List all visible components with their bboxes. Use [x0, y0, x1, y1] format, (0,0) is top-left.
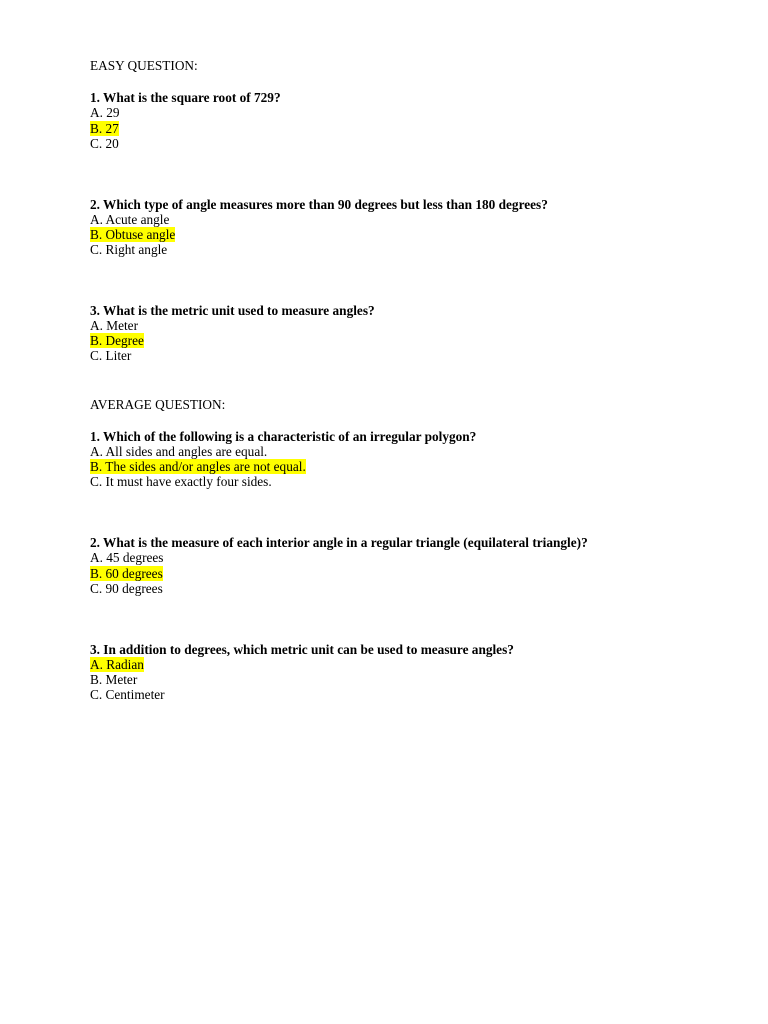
option-a-correct: A. Radian [90, 656, 144, 672]
question-block [90, 303, 730, 364]
option-b-correct: B. 27 [90, 120, 119, 136]
question-text: 2. Which type of angle measures more than 90 degrees but less than 180 degrees? [90, 196, 548, 212]
question-text: 1. What is the square root of 729? [90, 90, 281, 106]
question-text: 2. What is the measure of each interior angle in a regular triangle (equilateral triangle)? [90, 535, 588, 551]
question-block [90, 197, 730, 258]
option-c: C. Liter [90, 348, 132, 364]
option-a: A. 29 [90, 105, 120, 121]
section-title-easy: EASY QUESTION: [90, 58, 198, 73]
question-block [90, 429, 730, 490]
question-block [90, 535, 730, 596]
option-b-correct: B. Obtuse angle [90, 226, 176, 242]
option-a: A. All sides and angles are equal. [90, 444, 268, 459]
option-b-correct: B. The sides and/or angles are not equal. [90, 459, 306, 475]
option-c: C. Right angle [90, 242, 168, 258]
question-block [90, 90, 730, 151]
option-c: C. 20 [90, 135, 119, 151]
option-b: B. Meter [90, 671, 138, 687]
option-c: C. Centimeter [90, 687, 165, 703]
option-b-correct: B. Degree [90, 333, 144, 349]
question-block [90, 642, 730, 703]
option-c: C. 90 degrees [90, 580, 163, 596]
average-section [90, 397, 730, 703]
option-a: A. 45 degrees [90, 550, 164, 566]
question-text: 1. Which of the following is a characteristic of an irregular polygon? [90, 428, 477, 444]
section-title-average: AVERAGE QUESTION: [90, 396, 226, 412]
option-a: A. Acute angle [90, 211, 170, 227]
option-c: C. It must have exactly four sides. [90, 474, 272, 490]
option-a: A. Meter [90, 318, 138, 334]
easy-section [90, 58, 730, 364]
question-text: 3. What is the metric unit used to measure angles? [90, 302, 375, 318]
option-b-correct: B. 60 degrees [90, 565, 163, 581]
document-page [90, 58, 730, 748]
question-text: 3. In addition to degrees, which metric unit can be used to measure angles? [90, 641, 514, 657]
